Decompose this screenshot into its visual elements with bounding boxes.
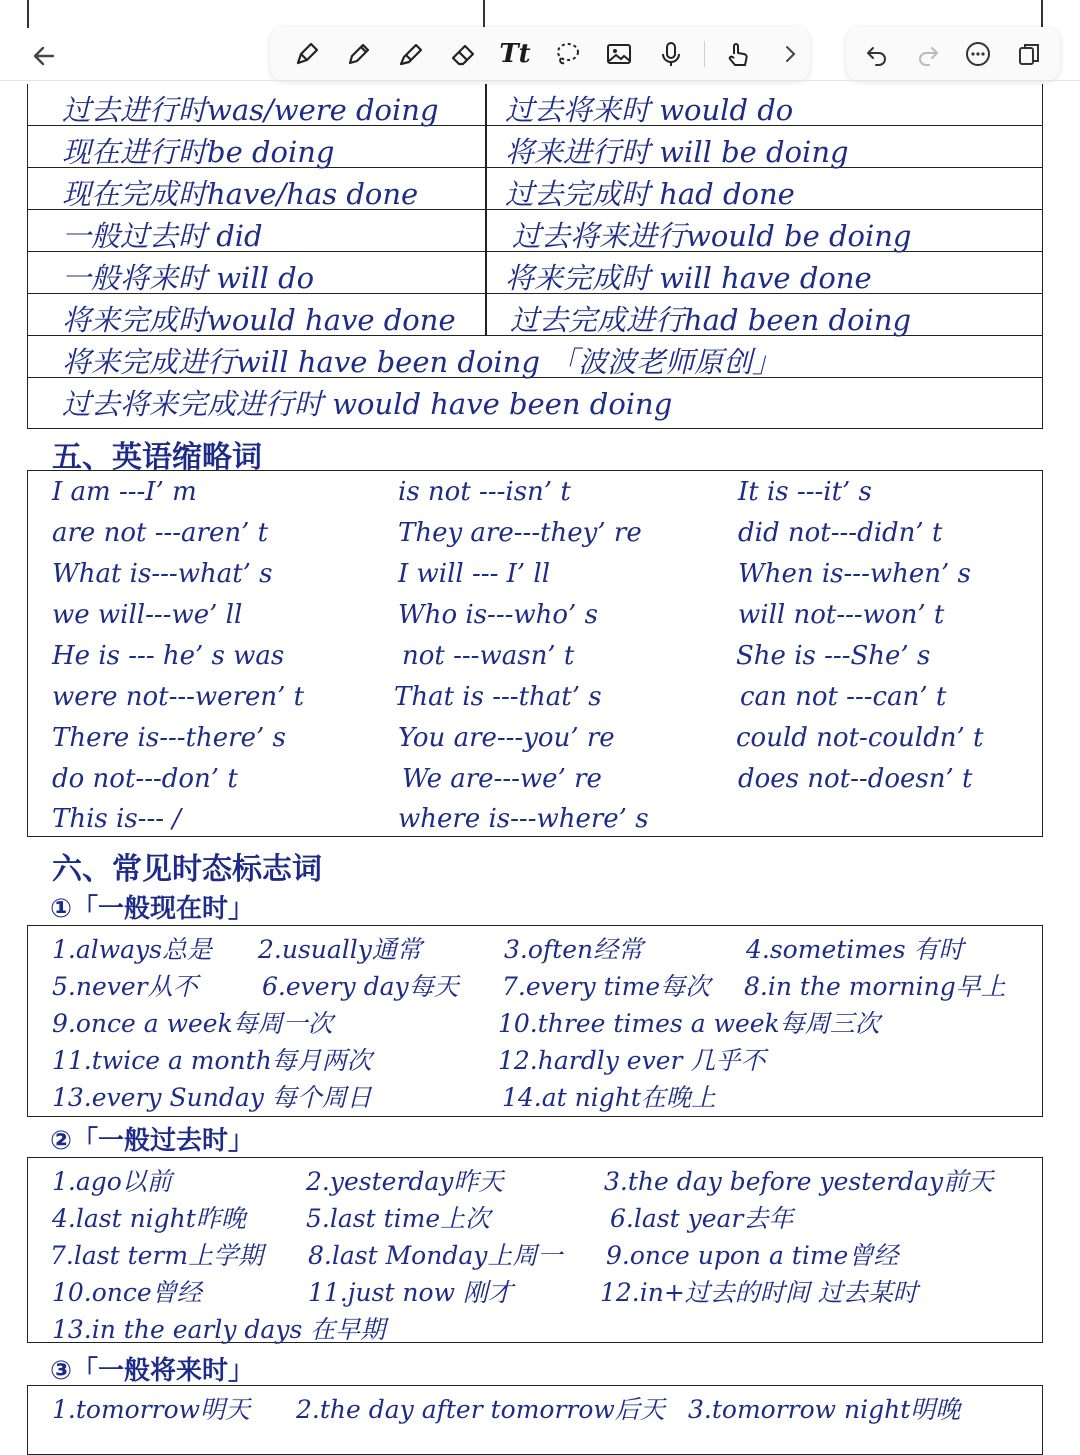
toolbar-divider	[0, 80, 1080, 81]
microphone-tool-button[interactable]	[652, 35, 690, 73]
past-tense-box	[27, 1157, 1043, 1343]
abbreviation: are not ---aren’ t	[52, 518, 269, 548]
marker-word: 3.the day before yesterday前天	[604, 1167, 994, 1196]
abbreviation: He is --- he’ s was	[52, 641, 285, 671]
abbreviation: can not ---can’ t	[740, 682, 947, 712]
tense-right-cell: 过去完成时 had done	[505, 177, 795, 211]
tense-left-cell: 一般将来时 will do	[62, 261, 315, 295]
abbreviation: It is ---it’ s	[738, 477, 872, 507]
marker-word: 13.every Sunday 每个周日	[52, 1083, 372, 1112]
undo-icon	[864, 41, 890, 67]
toolbar-separator	[704, 41, 705, 67]
abbreviation: were not---weren’ t	[52, 682, 305, 712]
drawing-tools-bar	[270, 27, 810, 81]
marker-word: 6.every day每天	[262, 972, 459, 1001]
text-tool-button[interactable]	[496, 35, 534, 73]
marker-word: 11.just now 刚才	[308, 1278, 513, 1307]
eraser-tool-button[interactable]	[444, 35, 482, 73]
section-5-title: 五、英语缩略词	[52, 440, 262, 475]
marker-word: 2.usually通常	[258, 935, 422, 964]
table-row	[28, 210, 1042, 252]
marker-word: 5.never从不	[52, 972, 198, 1001]
marker-word: 2.yesterday昨天	[306, 1167, 504, 1196]
tense-left-cell: 将来完成时would have done	[62, 303, 456, 337]
column-divider	[485, 126, 487, 167]
marker-word: 2.the day after tomorrow后天	[296, 1395, 665, 1424]
section-6-title: 六、常见时态标志词	[52, 852, 322, 887]
abbreviation: could not-couldn’ t	[736, 723, 984, 753]
abbreviations-box	[27, 470, 1043, 837]
more-icon	[965, 41, 991, 67]
marker-word: 5.last time上次	[306, 1204, 491, 1233]
touch-icon	[724, 40, 752, 68]
abbreviation: do not---don’ t	[52, 764, 238, 794]
marker-word: 9.once upon a time曾经	[606, 1241, 899, 1270]
redo-button[interactable]	[909, 35, 947, 73]
pencil-tool-button[interactable]	[340, 35, 378, 73]
abbreviation: You are---you’ re	[398, 723, 615, 753]
tense-left-cell: 过去进行时was/were doing	[62, 93, 439, 127]
abbreviation: When is---when’ s	[738, 559, 971, 589]
marker-word: 4.sometimes 有时	[746, 935, 964, 964]
column-divider	[485, 84, 487, 125]
lasso-tool-button[interactable]	[548, 35, 586, 73]
abbreviation: did not---didn’ t	[738, 518, 943, 548]
table-row	[28, 168, 1042, 210]
tense-full-cell: 将来完成进行will have been doing 「波波老师原创」	[62, 345, 782, 379]
marker-word: 12.in+过去的时间 过去某时	[600, 1278, 918, 1307]
chevron-right-icon	[776, 40, 804, 68]
marker-word: 4.last night昨晚	[52, 1204, 246, 1233]
column-divider	[485, 168, 487, 209]
marker-word: 8.last Monday上周一	[308, 1241, 563, 1270]
tense-right-cell: 过去完成进行had been doing	[510, 303, 912, 337]
tense-full-cell: 过去将来完成进行时 would have been doing	[62, 387, 673, 421]
marker-word: 10.once曾经	[52, 1278, 202, 1307]
marker-word: 13.in the early days 在早期	[52, 1315, 386, 1344]
marker-word: 1.tomorrow明天	[52, 1395, 251, 1424]
past-tense-title: ②「一般过去时」	[50, 1126, 255, 1156]
marker-word: 6.last year去年	[610, 1204, 794, 1233]
tense-left-cell: 一般过去时 did	[62, 219, 263, 253]
marker-word: 14.at night在晚上	[502, 1083, 716, 1112]
lasso-icon	[553, 40, 581, 68]
marker-word: 7.every time每次	[502, 972, 711, 1001]
abbreviation: This is--- /	[52, 804, 182, 834]
table-row	[28, 84, 1042, 126]
marker-word: 1.always总是	[52, 935, 213, 964]
marker-word: 7.last term上学期	[50, 1241, 264, 1270]
back-arrow-icon	[31, 43, 57, 69]
page-edge-right	[1041, 0, 1043, 28]
microphone-icon	[657, 40, 685, 68]
marker-word: 8.in the morning早上	[744, 972, 1006, 1001]
highlighter-icon	[397, 40, 425, 68]
marker-word: 9.once a week每周一次	[52, 1009, 333, 1038]
abbreviation: will not---won’ t	[738, 600, 945, 630]
present-tense-title: ①「一般现在时」	[50, 894, 255, 924]
table-row	[28, 378, 1042, 420]
marker-word: 3.often经常	[504, 935, 644, 964]
abbreviation: does not--doesn’ t	[738, 764, 973, 794]
marker-word: 12.hardly ever 几乎不	[498, 1046, 766, 1075]
tense-right-cell: 将来进行时 will be doing	[505, 135, 849, 169]
future-tense-box	[27, 1385, 1043, 1455]
abbreviation: Who is---who’ s	[398, 600, 598, 630]
abbreviation: is not ---isn’ t	[398, 477, 571, 507]
undo-button[interactable]	[858, 35, 896, 73]
eraser-icon	[449, 40, 477, 68]
back-button[interactable]	[22, 36, 66, 76]
present-tense-box	[27, 925, 1043, 1117]
abbreviation: They are---they’ re	[398, 518, 642, 548]
image-icon	[605, 40, 633, 68]
more-tools-button[interactable]	[771, 35, 809, 73]
highlighter-tool-button[interactable]	[392, 35, 430, 73]
abbreviation: She is ---She’ s	[736, 641, 931, 671]
tense-right-cell: 将来完成时 will have done	[505, 261, 872, 295]
marker-word: 3.tomorrow night明晚	[688, 1395, 961, 1424]
table-row	[28, 252, 1042, 294]
pen-icon	[293, 40, 321, 68]
redo-icon	[915, 41, 941, 67]
marker-word: 1.ago以前	[52, 1167, 172, 1196]
marker-word: 11.twice a month每月两次	[52, 1046, 372, 1075]
image-tool-button[interactable]	[600, 35, 638, 73]
column-divider	[485, 252, 487, 293]
abbreviation: There is---there’ s	[52, 723, 286, 753]
table-row	[28, 336, 1042, 378]
text-tool-icon: Tt	[499, 39, 531, 69]
tense-left-cell: 现在完成时have/has done	[62, 177, 419, 211]
pencil-icon	[345, 40, 373, 68]
tense-table	[27, 84, 1043, 429]
pages-button[interactable]	[1010, 35, 1048, 73]
abbreviation: where is---where’ s	[398, 804, 649, 834]
touch-tool-button[interactable]	[719, 35, 757, 73]
abbreviation: I will --- I’ ll	[398, 559, 551, 589]
page-edge-left	[27, 0, 29, 28]
marker-word: 10.three times a week每周三次	[498, 1009, 880, 1038]
tense-right-cell: 过去将来时 would do	[505, 93, 794, 127]
abbreviation: not ---wasn’ t	[402, 641, 575, 671]
abbreviation: What is---what’ s	[52, 559, 273, 589]
abbreviation: I am ---I’ m	[52, 477, 197, 507]
abbreviation: we will---we’ ll	[52, 600, 243, 630]
table-row	[28, 126, 1042, 168]
more-options-button[interactable]	[959, 35, 997, 73]
table-row	[28, 294, 1042, 336]
tense-left-cell: 现在进行时be doing	[62, 135, 335, 169]
top-toolbar	[0, 0, 1080, 84]
tense-right-cell: 过去将来进行would be doing	[512, 219, 912, 253]
future-tense-title: ③「一般将来时」	[50, 1356, 255, 1386]
pages-icon	[1016, 41, 1042, 67]
edit-actions-bar	[846, 27, 1060, 81]
page-edge-middle	[483, 0, 485, 28]
pen-tool-button[interactable]	[288, 35, 326, 73]
column-divider	[485, 210, 487, 251]
column-divider	[485, 294, 487, 335]
abbreviation: We are---we’ re	[402, 764, 602, 794]
abbreviation: That is ---that’ s	[394, 682, 602, 712]
